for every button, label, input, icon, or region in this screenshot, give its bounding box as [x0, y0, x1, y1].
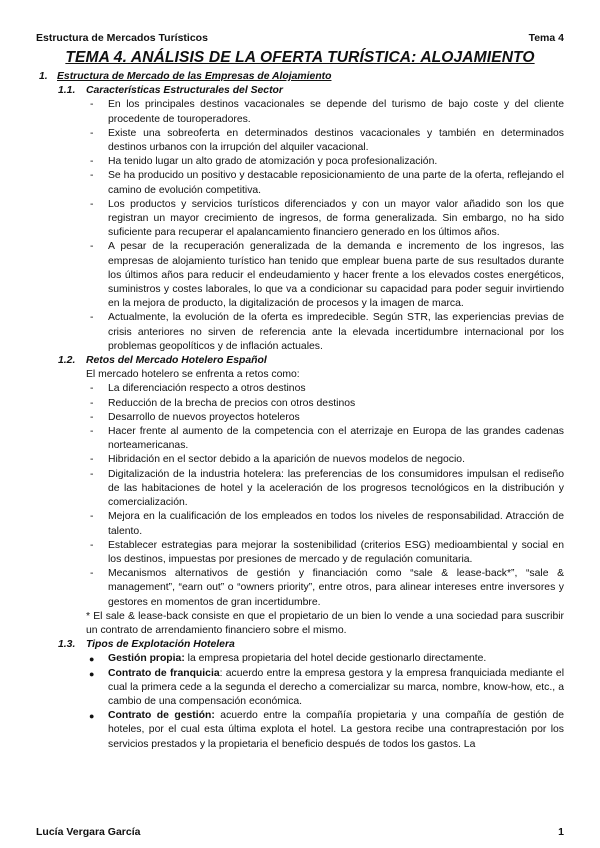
bullet-icon: ● — [89, 711, 95, 722]
list-item: - Reducción de la brecha de precios con otros destinos — [90, 397, 356, 409]
list-item: - Hibridación en el sector debido a la aparición de nuevos modelos de negocio. — [90, 454, 465, 466]
list-item: - Se ha producido un positivo y destacable reposicionamiento de una parte de la oferta, reflejando el camino de evolución competitiva. — [90, 170, 564, 196]
list-item: - Digitalización de la industria hotelera: las preferencias de los consumidores impulsan el rediseño de las habitaciones de hotel y la aceleración de los progresos tecnológicos en la distribución y comercialización. — [90, 468, 564, 509]
list-item: - Los productos y servicios turísticos diferenciados y con un mayor valor añadido son los que registran un mayor crecimiento de ingresos, de forma generalizada. Sin embargo, no ha sido suficiente para recuperar el apalancamiento financiero generado en los últimos años. — [90, 198, 564, 239]
list-item: - La diferenciación respecto a otros destinos — [90, 383, 306, 395]
page-header — [36, 32, 564, 46]
subsection-number: 1.1. — [58, 85, 76, 97]
list-item: - Existe una sobreoferta en determinados destinos vacacionales y también en determinados destinos urbanos con la irrupción del alquiler vacacional. — [90, 127, 564, 154]
header-course: Estructura de Mercados Turísticos — [36, 32, 208, 44]
subsection-number: 1.2. — [58, 355, 76, 367]
list-item: - Establecer estrategias para mejorar la sostenibilidad (criterios ESG) medioambiental y social en los destinos, impuestas por presiones de mercado y de regulación comunitaria. — [90, 539, 564, 565]
subsection-heading-1-3 — [36, 638, 564, 652]
section-title: Estructura de Mercado de las Empresas de Alojamiento — [57, 71, 332, 82]
challenges-intro: El mercado hotelero se enfrenta a retos como: — [86, 369, 300, 381]
list-item: - Mecanismos alternativos de gestión y financiación como “sale & lease-back*”, “sale & management”, “earn out” o “owners priority”, entre otros, para alinear intereses entre inversores y gestores en momentos de gran incertidumbre. — [90, 568, 564, 608]
list-item: - Mejora en la cualificación de los empleados en todos los niveles de responsabilidad. Atracción de talento. — [90, 511, 564, 537]
page-title: TEMA 4. ANÁLISIS DE LA OFERTA TURÍSTICA: ALOJAMIENTO — [65, 49, 535, 66]
section-heading — [36, 70, 564, 84]
list-item: ● Contrato de franquicia: acuerdo entre la empresa gestora y la empresa franquiciada mediante el cual la primera cede a la segunda el derecho a comercializar su marca, nombre, know-how, etc., a cambio de una compensación económica. — [89, 667, 564, 707]
footnote: * El sale & lease-back consiste en que el propietario de un bien lo vende a una sociedad para suscribir un contrato de arrendamiento financiero sobre el mismo. — [86, 610, 564, 636]
list-item: ● Contrato de gestión: acuerdo entre la compañía propietaria y una compañía de gestión de hoteles, por el cual esta última explota el hotel. La gestora recibe una contraprestación por los servicios prestados y la propietaria el beneficio después de todos los gastos. La — [89, 710, 564, 750]
author-name: Lucía Vergara García — [36, 826, 141, 838]
subsection-title: Tipos de Explotación Hotelera — [86, 639, 235, 651]
characteristics-list — [36, 98, 564, 354]
page-number: 1 — [558, 826, 564, 838]
subsection-title: Características Estructurales del Sector — [86, 85, 283, 97]
list-item: - Actualmente, la evolución de la oferta es impredecible. Según STR, las experiencias previas de crisis anteriores no sirven de referencia ante la elevada incertidumbre internacional por los problemas geopolíticos y de inflación actuales. — [90, 312, 564, 352]
bullet-icon: ● — [89, 668, 95, 679]
subsection-number: 1.3. — [58, 639, 76, 651]
list-item: - Hacer frente al aumento de la competencia con el aterrizaje en Europa de las grandes cadenas norteamericanas. — [90, 426, 564, 452]
page-footer — [36, 826, 564, 840]
list-item: - A pesar de la recuperación generalizada de la demanda e incremento de los ingresos, las empresas de alojamiento turístico han tenido que emplear buena parte de sus resultados durante los últimos años para reducir el endeudamiento y hacer frente a los elevados costes energéticos, suministros y costes laborales, lo que va a condicionar su capacidad para poder seguir invirtiendo en la mejora de producto, la digitalización de procesos y la imagen de marca. — [90, 241, 564, 310]
list-item: - Ha tenido lugar un alto grado de atomización y poca profesionalización. — [90, 156, 438, 168]
list-item: ● Gestión propia: la empresa propietaria del hotel decide gestionarlo directamente. — [86, 652, 564, 666]
subsection-heading-1-1 — [36, 84, 564, 98]
challenges-list — [36, 382, 564, 609]
subsection-title: Retos del Mercado Hotelero Español — [86, 355, 267, 367]
list-item: - Desarrollo de nuevos proyectos hoteleros — [90, 411, 300, 423]
bullet-icon: ● — [89, 654, 95, 665]
operation-types-list — [36, 652, 564, 751]
document-body — [36, 70, 564, 752]
subsection-heading-1-2 — [36, 354, 564, 368]
list-item: - En los principales destinos vacacionales se depende del turismo de bajo coste y del cliente procedente de touroperadores. — [90, 99, 564, 125]
header-topic: Tema 4 — [528, 32, 564, 44]
section-number: 1. — [39, 71, 48, 82]
